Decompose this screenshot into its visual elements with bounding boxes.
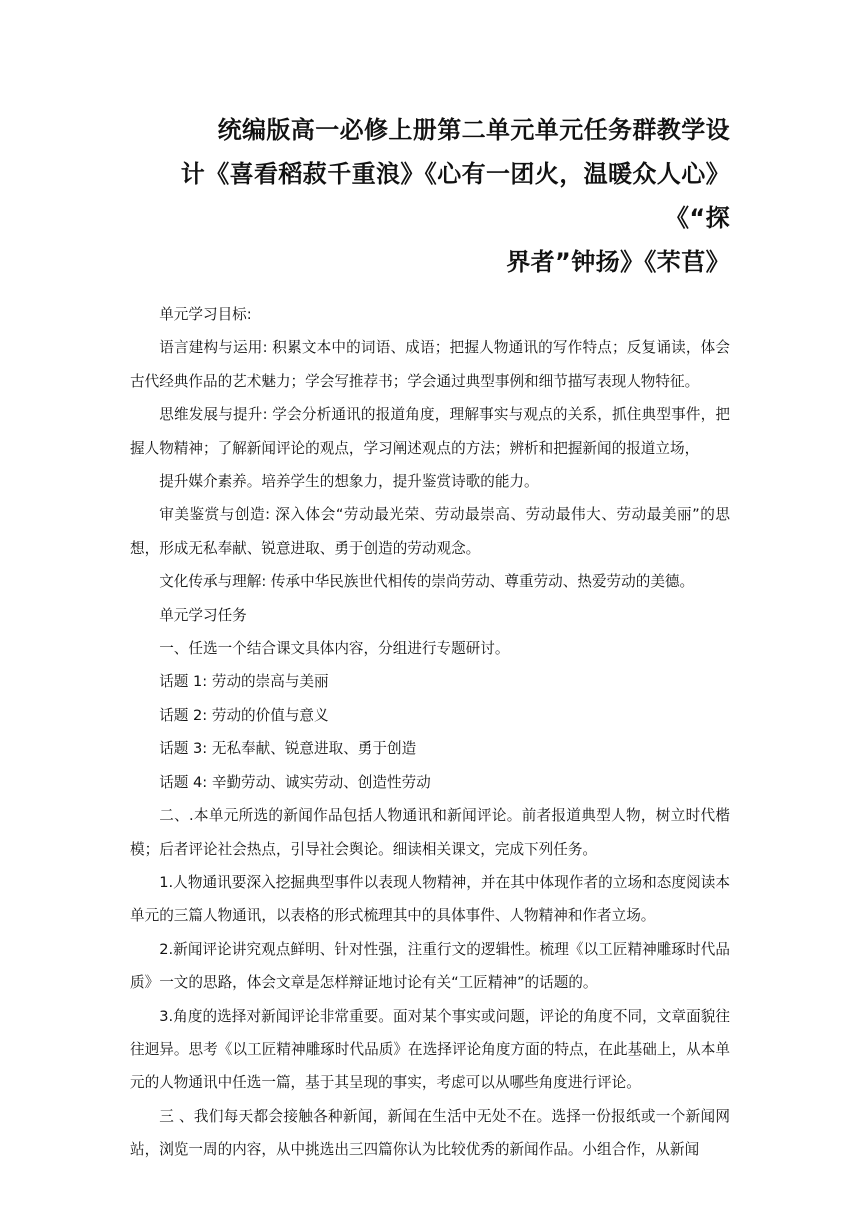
- task-two-item-3: 3.角度的选择对新闻评论非常重要。面对某个事实或问题，评论的角度不同，文章面貌往往迥异。思考《以工匠精神雕琢时代品质》在选择评论角度方面的特点，在此基础上，从本单元的人物通讯中任选一篇，基于其呈现的事实，考虑可以从哪些角度进行评论。: [130, 1007, 730, 1092]
- task-two: 二、.本单元所选的新闻作品包括人物通讯和新闻评论。前者报道典型人物，树立时代楷模；后者评论社会热点，引导社会舆论。细读相关课文，完成下列任务。: [130, 807, 730, 858]
- task-two-item-1: 1.人物通讯要深入挖掘典型事件以表现人物精神，并在其中体现作者的立场和态度阅读本单元的三篇人物通讯，以表格的形式梳理其中的具体事件、人物精神和作者立场。: [130, 873, 730, 925]
- objective-language: 语言建构与运用: 积累文本中的词语、成语；把握人物通讯的写作特点；反复诵读，体会古代经典作品的艺术魅力；学会写推荐书；学会通过典型事例和细节描写表现人物特征。: [130, 339, 730, 390]
- topic-item: 话题 3: 无私奉献、锐意进取、勇于创造: [159, 740, 417, 758]
- title-line: 界者”钟扬》《芣苢》: [506, 248, 730, 276]
- topic-item: 话题 1: 劳动的崇高与美丽: [159, 673, 329, 691]
- document-title: [130, 108, 730, 284]
- title-line: 统编版高一必修上册第二单元单元任务群教学设: [217, 116, 730, 144]
- unit-objectives-heading: 单元学习目标:: [159, 306, 252, 323]
- objective-thinking: 思维发展与提升: 学会分析通讯的报道角度，理解事实与观点的关系，抓住典型事件，把握人物精神；了解新闻评论的观点，学习阐述观点的方法；辨析和把握新闻的报道立场，: [130, 406, 730, 457]
- objective-aesthetic: 审美鉴赏与创造: 深入体会“劳动最光荣、劳动最崇高、劳动最伟大、劳动最美丽”的思想，形成无私奉献、锐意进取、勇于创造的劳动观念。: [130, 506, 730, 557]
- objective-thinking-continued: 提升媒介素养。培养学生的想象力，提升鉴赏诗歌的能力。: [159, 473, 539, 491]
- topic-item: 话题 4: 辛勤劳动、诚实劳动、创造性劳动: [159, 773, 431, 791]
- task-two-item-2: 2.新闻评论讲究观点鲜明、针对性强，注重行文的逻辑性。梳理《以工匠精神雕琢时代品质》一文的思路，体会文章是怎样辩证地讨论有关“工匠精神”的话题的。: [130, 940, 730, 992]
- task-three: 三 、我们每天都会接触各种新闻，新闻在生活中无处不在。选择一份报纸或一个新闻网站，浏览一周的内容，从中挑选出三四篇你认为比较优秀的新闻作品。小组合作，从新闻: [130, 1107, 730, 1159]
- task-one: 一、任选一个结合课文具体内容，分组进行专题研讨。: [159, 640, 510, 658]
- unit-tasks-heading: 单元学习任务: [159, 606, 247, 624]
- objective-culture: 文化传承与理解: 传承中华民族世代相传的崇尚劳动、尊重劳动、热爱劳动的美德。: [159, 573, 695, 591]
- document-page: [130, 108, 730, 1167]
- topic-item: 话题 2: 劳动的价值与意义: [159, 706, 329, 724]
- title-line: 计《喜看稻菽千重浪》《心有一团火，温暖众人心》《“探: [180, 160, 730, 232]
